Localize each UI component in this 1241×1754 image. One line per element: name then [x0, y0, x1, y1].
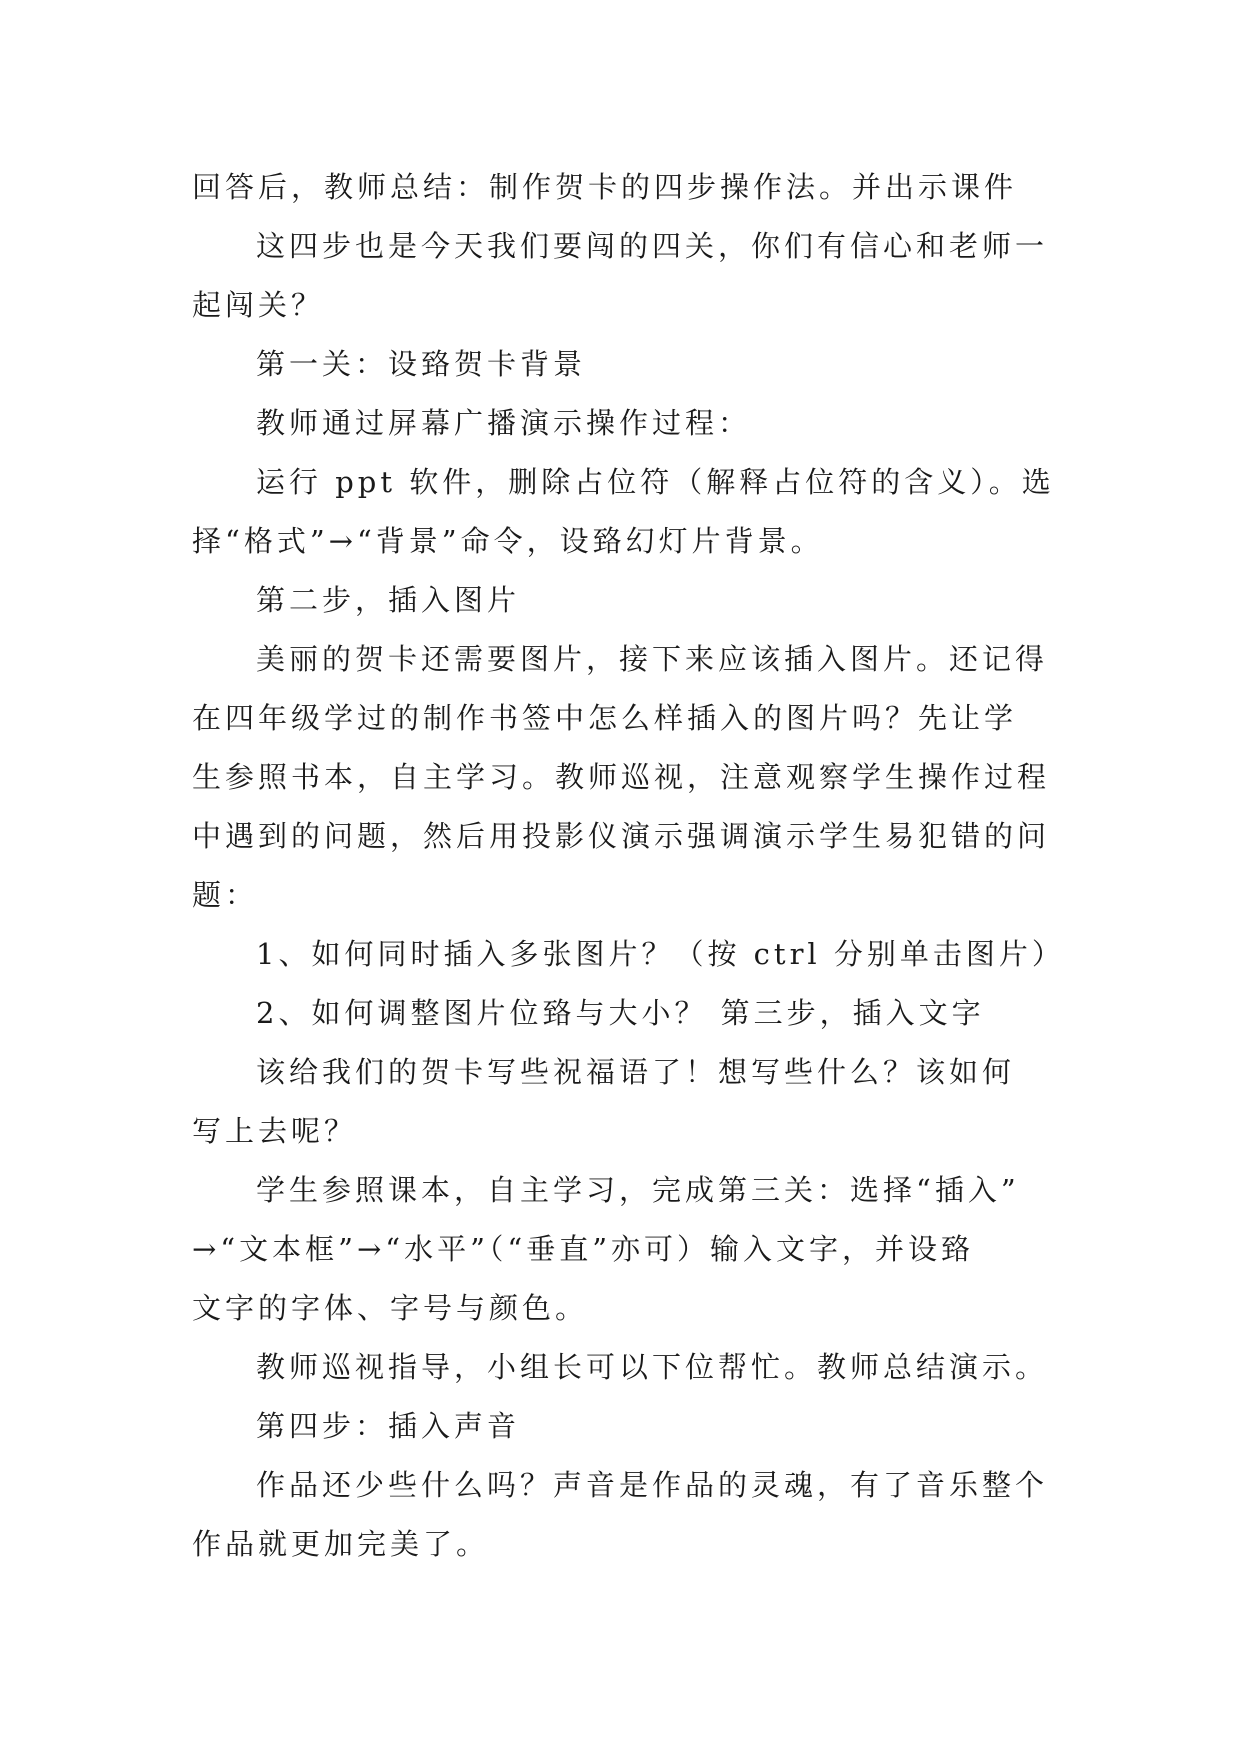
text-line: 教师巡视指导，小组长可以下位帮忙。教师总结演示。	[256, 1350, 1049, 1384]
section-heading: 第二步，插入图片	[256, 583, 521, 617]
text-line: 该给我们的贺卡写些祝福语了！想写些什么？该如何	[256, 1055, 1016, 1089]
text-line: 生参照书本，自主学习。教师巡视，注意观察学生操作过程	[192, 760, 1051, 794]
text-line: 美丽的贺卡还需要图片，接下来应该插入图片。还记得	[256, 642, 1049, 676]
section-heading: 第一关：设臵贺卡背景	[256, 347, 587, 381]
text-line: →“文本框”→“水平”（“垂直”亦可）输入文字，并设臵	[192, 1232, 975, 1266]
text-line: 中遇到的问题，然后用投影仪演示强调演示学生易犯错的问	[192, 819, 1051, 853]
text-line: 这四步也是今天我们要闯的四关，你们有信心和老师一	[256, 229, 1049, 263]
text-line: 文字的字体、字号与颜色。	[192, 1291, 589, 1325]
text-line: 作品还少些什么吗？声音是作品的灵魂，有了音乐整个	[256, 1468, 1049, 1502]
text-line: 题：	[192, 878, 259, 912]
list-item: 2、如何调整图片位臵与大小？ 第三步，插入文字	[256, 996, 985, 1030]
list-item: 1、如何同时插入多张图片？（按 ctrl 分别单击图片）	[256, 937, 1065, 971]
text-line: 回答后，教师总结：制作贺卡的四步操作法。并出示课件	[192, 170, 1018, 204]
text-line: 写上去呢？	[192, 1114, 358, 1148]
text-line: 在四年级学过的制作书签中怎么样插入的图片吗？先让学	[192, 701, 1018, 735]
text-line: 学生参照课本，自主学习，完成第三关：选择“插入”	[256, 1173, 1020, 1207]
text-line: 起闯关？	[192, 288, 325, 322]
text-line: 教师通过屏幕广播演示操作过程：	[256, 406, 752, 440]
text-line: 运行 ppt 软件，删除占位符（解释占位符的含义）。选	[256, 465, 1055, 499]
section-heading: 第四步：插入声音	[256, 1409, 521, 1443]
text-line: 择“格式”→“背景”命令，设臵幻灯片背景。	[192, 524, 824, 558]
text-line: 作品就更加完美了。	[192, 1527, 490, 1561]
document-body	[192, 158, 1065, 1574]
